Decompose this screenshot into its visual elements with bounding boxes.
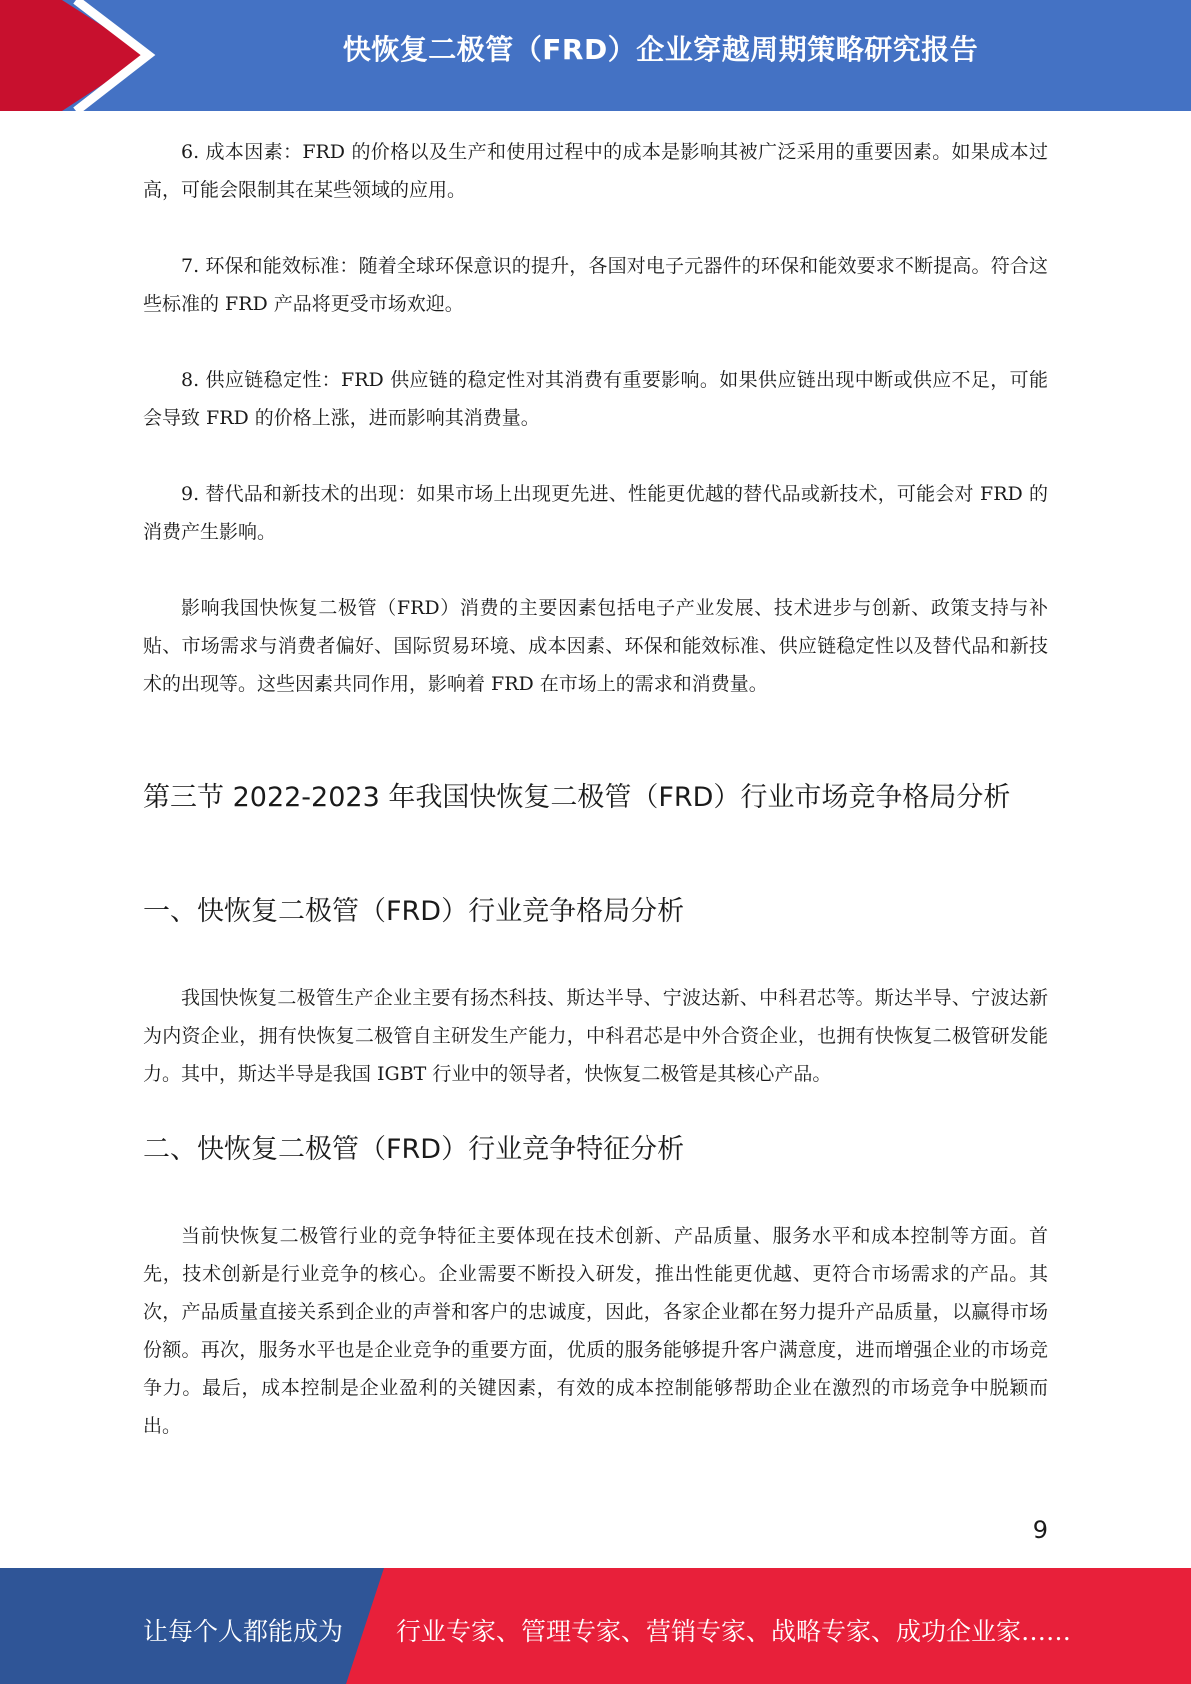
paragraph-environment-standard: 7. 环保和能效标准：随着全球环保意识的提升，各国对电子元器件的环保和能效要求不断提高。符合这些标准的 FRD 产品将更受市场欢迎。 bbox=[143, 255, 1048, 315]
footer-slogan-right: 行业专家、管理专家、营销专家、战略专家、成功企业家…… bbox=[396, 1617, 1072, 1646]
paragraph-cost-factor: 6. 成本因素：FRD 的价格以及生产和使用过程中的成本是影响其被广泛采用的重要因素。如果成本过高，可能会限制其在某些领域的应用。 bbox=[143, 141, 1048, 201]
subsection-heading-competition-pattern: 一、快恢复二极管（FRD）行业竞争格局分析 bbox=[143, 896, 685, 927]
paragraph-substitutes: 9. 替代品和新技术的出现：如果市场上出现更先进、性能更优越的替代品或新技术，可能会对 FRD 的消费产生影响。 bbox=[143, 483, 1048, 543]
page-header bbox=[0, 0, 1191, 111]
section-heading: 第三节 2022-2023 年我国快恢复二极管（FRD）行业市场竞争格局分析 bbox=[143, 782, 1011, 813]
paragraph-competition-pattern: 我国快恢复二极管生产企业主要有扬杰科技、斯达半导、宁波达新、中科君芯等。斯达半导、宁波达新为内资企业，拥有快恢复二极管自主研发生产能力，中科君芯是中外合资企业，也拥有快恢复二极管研发能力。其中，斯达半导是我国 IGBT 行业中的领导者，快恢复二极管是其核心产品。 bbox=[143, 987, 1048, 1085]
report-title: 快恢复二极管（FRD）企业穿越周期策略研究报告 bbox=[342, 33, 979, 66]
paragraph-summary: 影响我国快恢复二极管（FRD）消费的主要因素包括电子产业发展、技术进步与创新、政策支持与补贴、市场需求与消费者偏好、国际贸易环境、成本因素、环保和能效标准、供应链稳定性以及替代品和新技术的出现等。这些因素共同作用，影响着 FRD 在市场上的需求和消费量。 bbox=[143, 597, 1048, 695]
subsection-heading-competition-features: 二、快恢复二极管（FRD）行业竞争特征分析 bbox=[143, 1134, 685, 1165]
paragraph-competition-features: 当前快恢复二极管行业的竞争特征主要体现在技术创新、产品质量、服务水平和成本控制等方面。首先，技术创新是行业竞争的核心。企业需要不断投入研发，推出性能更优越、更符合市场需求的产品。其次，产品质量直接关系到企业的声誉和客户的忠诚度，因此，各家企业都在努力提升产品质量，以赢得市场份额。再次，服务水平也是企业竞争的重要方面，优质的服务能够提升客户满意度，进而增强企业的市场竞争力。最后，成本控制是企业盈利的关键因素，有效的成本控制能够帮助企业在激烈的市场竞争中脱颖而出。 bbox=[143, 1225, 1048, 1437]
paragraph-supply-chain: 8. 供应链稳定性：FRD 供应链的稳定性对其消费有重要影响。如果供应链出现中断或供应不足，可能会导致 FRD 的价格上涨，进而影响其消费量。 bbox=[143, 369, 1048, 429]
footer-slogan-left: 让每个人都能成为 bbox=[143, 1617, 344, 1646]
page-footer bbox=[0, 1568, 1191, 1684]
page-content bbox=[143, 133, 1048, 1445]
page-number: 9 bbox=[1032, 1516, 1048, 1544]
